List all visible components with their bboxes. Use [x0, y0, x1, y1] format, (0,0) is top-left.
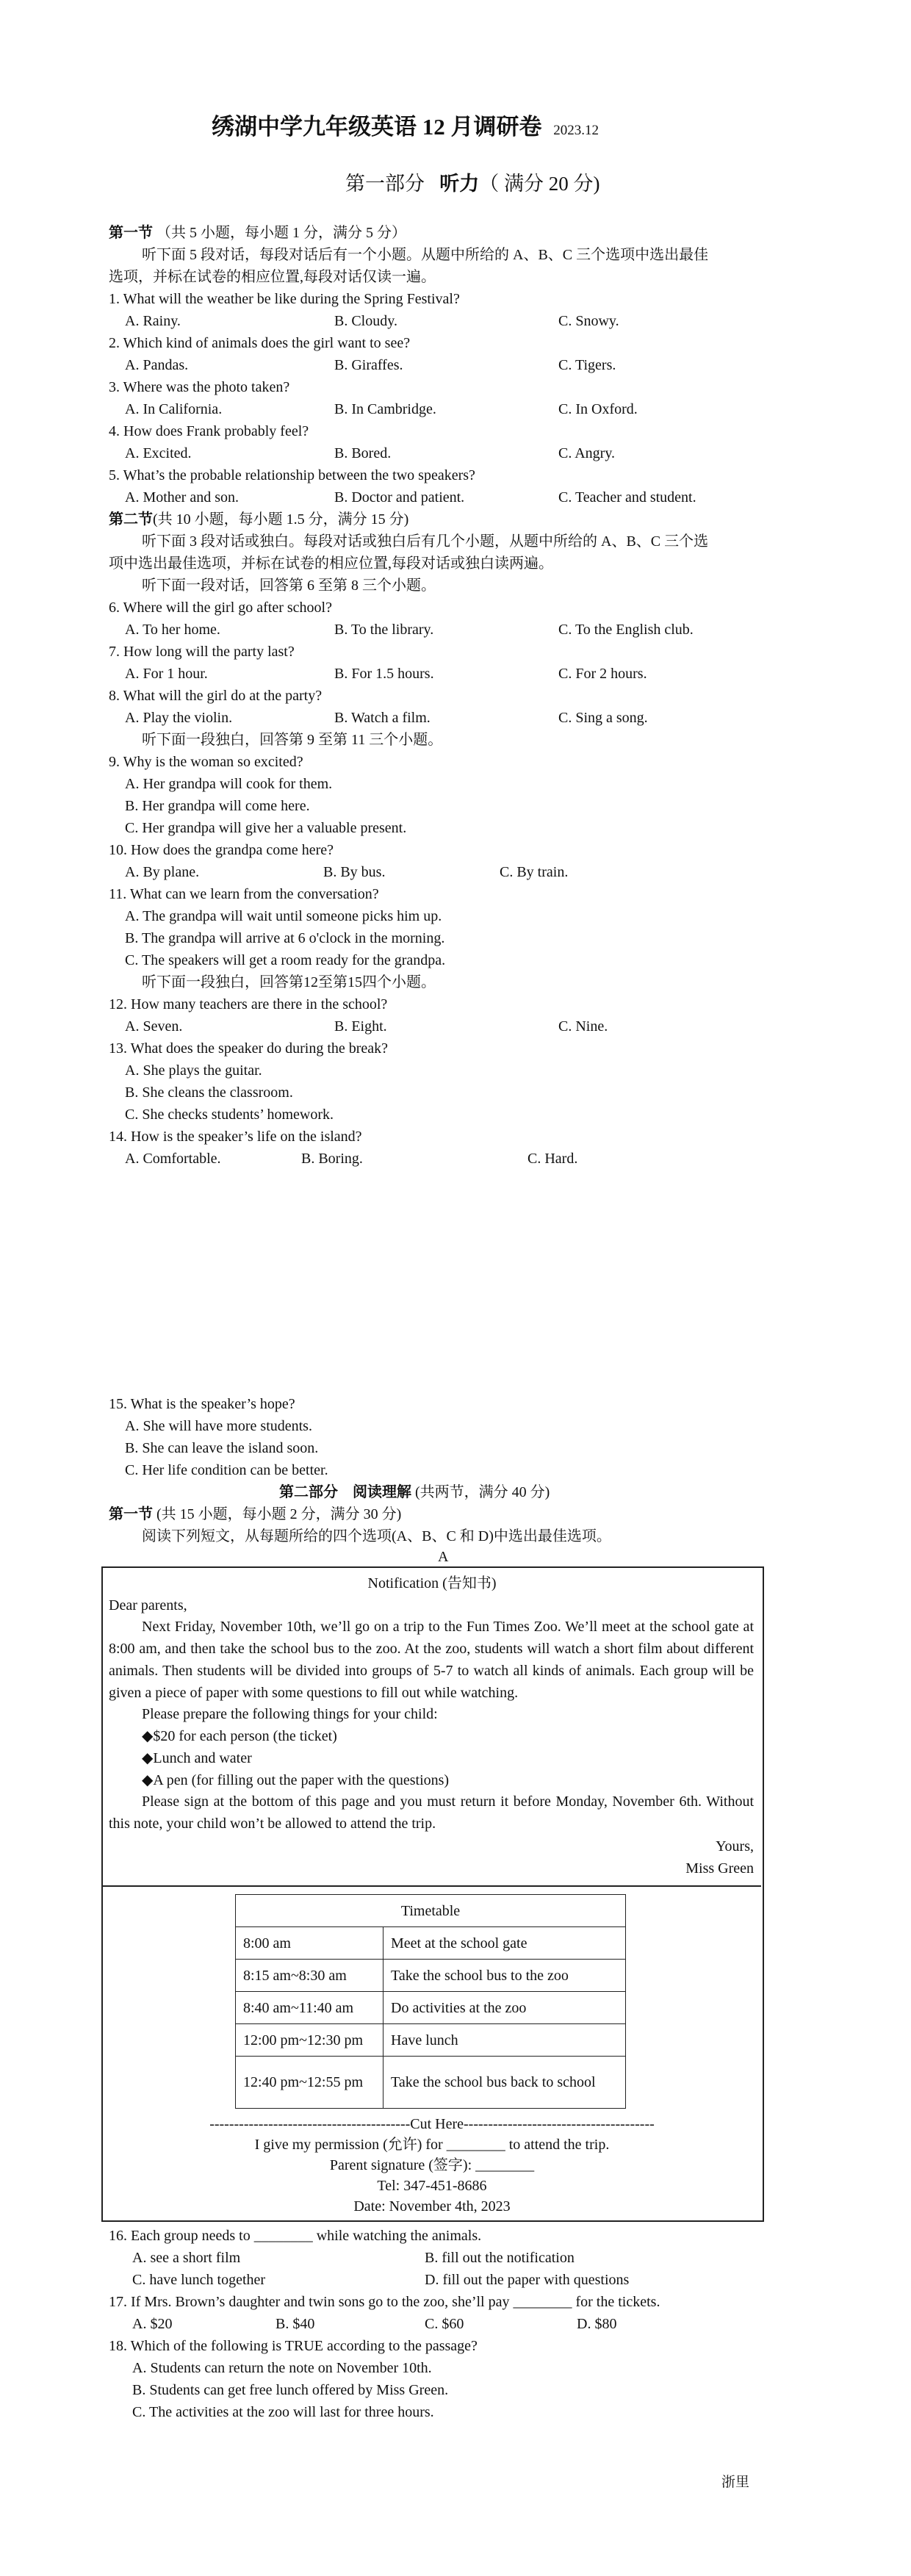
sec1-note: （共 5 小题，每小题 1 分，满分 5 分） [156, 225, 406, 241]
q10-option-b: B. By bus. [323, 864, 386, 880]
notification-greeting: Dear parents, [109, 1597, 187, 1613]
part1-prefix: 第一部分 [345, 173, 425, 195]
q17-option-b: B. $40 [276, 2316, 315, 2332]
q4-option-b: B. Bored. [334, 445, 392, 461]
q13-option-b: B. She cleans the classroom. [125, 1084, 293, 1101]
cut-here-line: -----------------------------------------Cut Here--------------------------------------- [209, 2116, 655, 2132]
q9-option-a: A. Her grandpa will cook for them. [125, 776, 333, 792]
q2-option-c: C. Tigers. [558, 357, 616, 373]
table-row [236, 1927, 626, 1960]
part2-heading [279, 1483, 550, 1502]
q11-option-a: A. The grandpa will wait until someone picks him up. [125, 908, 442, 924]
reading-sec1-heading [109, 1505, 401, 1524]
instruction-9-11: 听下面一段独白，回答第 9 至第 11 三个小题。 [142, 732, 443, 748]
instruction-12-15: 听下面一段独白，回答第12至第15四个小题。 [142, 974, 436, 990]
q5-option-a: A. Mother and son. [125, 489, 239, 506]
exam-date: 2023.12 [553, 123, 599, 138]
timetable-time: 8:40 am~11:40 am [236, 1992, 384, 2024]
q2-question: 2. Which kind of animals does the girl want to see? [109, 335, 411, 351]
q10-option-a: A. By plane. [125, 864, 200, 880]
sec1-instruction-1: 听下面 5 段对话，每段对话后有一个小题。从题中所给的 A、B、C 三个选项中选出最佳 [142, 247, 709, 263]
q14-question: 14. How is the speaker’s life on the island? [109, 1129, 362, 1145]
reading-sec1-note: (共 15 小题，每小题 2 分，满分 30 分) [156, 1506, 402, 1522]
timetable-time: 12:40 pm~12:55 pm [236, 2057, 384, 2109]
q18-option-a: A. Students can return the note on November 10th. [132, 2360, 432, 2376]
timetable-time: 8:15 am~8:30 am [236, 1960, 384, 1992]
timetable-time: 8:00 am [236, 1927, 384, 1960]
q18-option-b: B. Students can get free lunch offered by Miss Green. [132, 2382, 449, 2398]
q7-option-b: B. For 1.5 hours. [334, 666, 434, 682]
q16-option-b: B. fill out the notification [425, 2250, 575, 2266]
q5-option-b: B. Doctor and patient. [334, 489, 465, 506]
q3-option-c: C. In Oxford. [558, 401, 638, 417]
part2-title: 第二部分 阅读理解 [279, 1484, 411, 1500]
q3-option-a: A. In California. [125, 401, 223, 417]
notification-closing: Yours, [716, 1838, 754, 1854]
q16-question: 16. Each group needs to ________ while watching the animals. [109, 2228, 482, 2244]
notification-bullet-lunch: ◆Lunch and water [142, 1750, 252, 1766]
q16-option-d: D. fill out the paper with questions [425, 2272, 630, 2288]
parent-signature-line: Parent signature (签字): ________ [329, 2157, 535, 2173]
q2-option-b: B. Giraffes. [334, 357, 403, 373]
notification-paragraph-1: Next Friday, November 10th, we’ll go on a trip to the Fun Times Zoo. We’ll meet at the school gate at 8:00 am, and then take the school bus to the zoo. At the zoo, students will watch a short film about different animals. Then students will be divided into groups of 5-7 to watch all kinds of animals. Each group will be given a piece of paper with some questions to fill out while watching. [109, 1619, 754, 1701]
sec2-instruction-3: 听下面一段对话，回答第 6 至第 8 三个小题。 [142, 578, 436, 594]
q9-option-c: C. Her grandpa will give her a valuable present. [125, 820, 407, 836]
timetable-title: Timetable [236, 1895, 626, 1927]
q8-option-a: A. Play the violin. [125, 710, 233, 726]
q12-option-c: C. Nine. [558, 1018, 608, 1035]
table-row [236, 2057, 626, 2109]
q14-option-c: C. Hard. [527, 1151, 578, 1167]
q12-option-b: B. Eight. [334, 1018, 387, 1035]
q1-option-c: C. Snowy. [558, 313, 619, 329]
q17-question: 17. If Mrs. Brown’s daughter and twin sons go to the zoo, she’ll pay ________ for the tickets. [109, 2294, 660, 2310]
q16-option-c: C. have lunch together [132, 2272, 266, 2288]
notification-bullet-ticket: ◆$20 for each person (the ticket) [142, 1728, 337, 1744]
q10-question: 10. How does the grandpa come here? [109, 842, 334, 858]
timetable [235, 1894, 626, 2109]
footer-mark: 浙里 [721, 2475, 750, 2490]
title-text: 绣湖中学九年级英语 12 月调研卷 [212, 114, 542, 140]
timetable-activity: Have lunch [384, 2024, 626, 2057]
timetable-activity: Meet at the school gate [384, 1927, 626, 1960]
slip-date-line: Date: November 4th, 2023 [353, 2198, 511, 2215]
q1-question: 1. What will the weather be like during the Spring Festival? [109, 291, 460, 307]
q17-option-c: C. $60 [425, 2316, 464, 2332]
q12-question: 12. How many teachers are there in the school? [109, 996, 388, 1012]
q17-option-a: A. $20 [132, 2316, 173, 2332]
q1-option-b: B. Cloudy. [334, 313, 397, 329]
q11-option-b: B. The grandpa will arrive at 6 o'clock in the morning. [125, 930, 445, 946]
q17-option-d: D. $80 [577, 2316, 617, 2332]
q7-question: 7. How long will the party last? [109, 644, 295, 660]
notification-signer: Miss Green [685, 1860, 754, 1877]
part1-bold: 听力 [439, 173, 480, 195]
q14-option-b: B. Boring. [301, 1151, 363, 1167]
q13-question: 13. What does the speaker do during the break? [109, 1040, 389, 1057]
q16-option-a: A. see a short film [132, 2250, 241, 2266]
notification-bullet-pen: ◆A pen (for filling out the paper with the questions) [142, 1772, 450, 1788]
q8-option-c: C. Sing a song. [558, 710, 648, 726]
q9-question: 9. Why is the woman so excited? [109, 754, 303, 770]
q15-option-b: B. She can leave the island soon. [125, 1440, 319, 1456]
q11-option-c: C. The speakers will get a room ready for the grandpa. [125, 952, 446, 968]
sec2-note: (共 10 小题，每小题 1.5 分，满分 15 分) [153, 511, 409, 528]
q14-option-a: A. Comfortable. [125, 1151, 221, 1167]
q10-option-c: C. By train. [500, 864, 569, 880]
q2-option-a: A. Pandas. [125, 357, 189, 373]
q7-option-a: A. For 1 hour. [125, 666, 208, 682]
telephone-line: Tel: 347-451-8686 [377, 2178, 487, 2194]
q4-option-c: C. Angry. [558, 445, 616, 461]
q6-question: 6. Where will the girl go after school? [109, 600, 332, 616]
notification-paragraph-2: Please sign at the bottom of this page and you must return it before Monday, November 6th. Without this note, your child won’t be allowed to attend the trip. [109, 1794, 754, 1832]
notification-title: Notification (告知书) [367, 1575, 497, 1591]
table-row [236, 1960, 626, 1992]
q15-option-c: C. Her life condition can be better. [125, 1462, 328, 1478]
notification-prepare: Please prepare the following things for your child: [142, 1706, 438, 1722]
sec1-title: 第一节 [109, 225, 153, 241]
q7-option-c: C. For 2 hours. [558, 666, 647, 682]
q3-option-b: B. In Cambridge. [334, 401, 436, 417]
exam-title [212, 114, 599, 140]
sec2-instruction-1: 听下面 3 段对话或独白。每段对话或独白后有几个小题，从题中所给的 A、B、C 三个选 [142, 533, 709, 550]
timetable-activity: Take the school bus to the zoo [384, 1960, 626, 1992]
sec2-instruction-2: 项中选出最佳选项，并标在试卷的相应位置,每段对话或独白读两遍。 [109, 555, 553, 572]
listening-sec2-heading [109, 510, 408, 529]
sec1-instruction-2: 选项，并标在试卷的相应位置,每段对话仅读一遍。 [109, 269, 436, 285]
q18-question: 18. Which of the following is TRUE according to the passage? [109, 2338, 478, 2354]
part1-title [345, 172, 600, 195]
q15-option-a: A. She will have more students. [125, 1418, 312, 1434]
part1-suffix: （ 满分 20 分) [479, 173, 600, 195]
part2-note: (共两节，满分 40 分) [415, 1484, 550, 1500]
q3-question: 3. Where was the photo taken? [109, 379, 290, 395]
q15-question: 15. What is the speaker’s hope? [109, 1396, 295, 1412]
timetable-activity: Do activities at the zoo [384, 1992, 626, 2024]
q8-option-b: B. Watch a film. [334, 710, 431, 726]
q6-option-b: B. To the library. [334, 622, 434, 638]
sec2-title: 第二节 [109, 511, 153, 528]
q11-question: 11. What can we learn from the conversation? [109, 886, 379, 902]
q5-question: 5. What’s the probable relationship between the two speakers? [109, 467, 475, 483]
timetable-header-row [236, 1895, 626, 1927]
q6-option-a: A. To her home. [125, 622, 220, 638]
q18-option-c: C. The activities at the zoo will last for three hours. [132, 2404, 434, 2420]
q5-option-c: C. Teacher and student. [558, 489, 696, 506]
q12-option-a: A. Seven. [125, 1018, 183, 1035]
q13-option-c: C. She checks students’ homework. [125, 1107, 334, 1123]
reading-sec1-instruction: 阅读下列短文，从每题所给的四个选项(A、B、C 和 D)中选出最佳选项。 [142, 1528, 611, 1544]
timetable-time: 12:00 pm~12:30 pm [236, 2024, 384, 2057]
permission-line: I give my permission (允许) for ________ to attend the trip. [254, 2137, 610, 2153]
q4-option-a: A. Excited. [125, 445, 192, 461]
timetable-activity: Take the school bus back to school [384, 2057, 626, 2109]
q13-option-a: A. She plays the guitar. [125, 1062, 262, 1079]
passage-label: A [438, 1549, 449, 1565]
notification-divider [103, 1885, 761, 1887]
table-row [236, 1992, 626, 2024]
q1-option-a: A. Rainy. [125, 313, 181, 329]
reading-sec1-title: 第一节 [109, 1506, 153, 1522]
q4-question: 4. How does Frank probably feel? [109, 423, 309, 439]
q6-option-c: C. To the English club. [558, 622, 694, 638]
listening-sec1-heading [109, 223, 406, 242]
q8-question: 8. What will the girl do at the party? [109, 688, 323, 704]
table-row [236, 2024, 626, 2057]
q9-option-b: B. Her grandpa will come here. [125, 798, 310, 814]
